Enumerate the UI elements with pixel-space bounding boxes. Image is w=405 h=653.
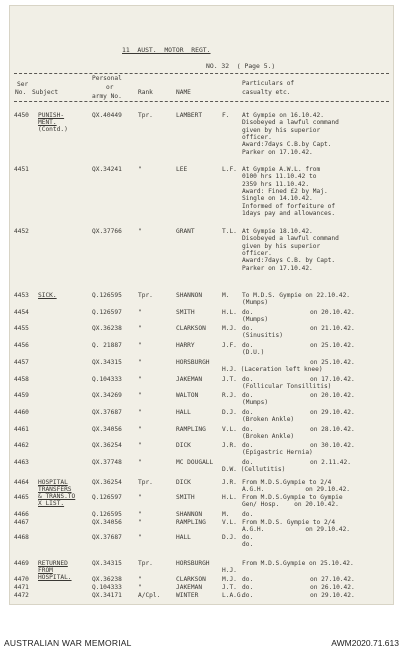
initials: V.L. — [222, 425, 237, 433]
army-no: QX.37687 — [92, 408, 122, 416]
section-transfers-1: HOSPITAL — [38, 479, 68, 486]
diagnosis-note: (Mumps) — [242, 399, 269, 407]
ser-no: 4464 — [14, 479, 29, 486]
col-name: NAME — [176, 89, 191, 96]
army-no: QX.34241 — [92, 166, 122, 173]
section-punishment-line2: MENT. — [38, 119, 57, 126]
ser-no: 4450 — [14, 112, 29, 119]
col-rank: Rank — [138, 89, 153, 96]
particulars-line: At Gympie 18.10.42. — [242, 228, 313, 235]
name: CLARKSON — [176, 325, 206, 333]
name: WALTON — [176, 392, 199, 400]
rank: " — [138, 375, 142, 383]
name: RAMPLING — [176, 425, 206, 433]
particulars-line2: A.G.H. on 29.10.42. — [242, 486, 351, 493]
page-reference: NO. 32 ( Page 5.) — [206, 62, 276, 70]
ser-no: 4466 — [14, 511, 29, 518]
particulars-line: 1days pay and allowances. — [242, 209, 336, 217]
ser-no: 4472 — [14, 592, 29, 599]
rank: " — [138, 325, 142, 333]
army-no: QX.34056 — [92, 519, 122, 526]
footer-accession: AWM2020.71.613 — [331, 638, 399, 648]
initials: T.L. — [222, 228, 237, 235]
army-no: QX.37687 — [92, 534, 122, 541]
army-no: Q.126597 — [92, 494, 122, 501]
ser-no: 4455 — [14, 325, 29, 333]
col-army-no: army No. — [92, 93, 122, 100]
army-no: QX.36254 — [92, 479, 122, 486]
rank: " — [138, 534, 142, 541]
initials: R.J. — [222, 392, 237, 400]
diagnosis-note: (Mumps) — [242, 299, 269, 306]
date: on 27.10.42. — [310, 576, 355, 583]
particulars-line: At Gympie on 16.10.42. — [242, 112, 324, 119]
section-transfers-3: & TRANS.TO — [38, 493, 76, 500]
name: GRANT — [176, 228, 195, 235]
particulars-line: Parker on 17.10.42. — [242, 148, 313, 156]
rank: " — [138, 442, 142, 450]
col-ser: Ser — [17, 81, 29, 88]
rank: " — [138, 166, 142, 173]
initials: H.L. — [222, 494, 237, 501]
name: JAKEMAN — [176, 584, 203, 591]
particulars: From M.D.S.Gympie on 25.10.42. — [242, 560, 354, 567]
particulars-line2: Gen/ Hosp. on 20.10.42. — [242, 501, 339, 508]
name: DICK — [176, 442, 191, 450]
ser-no: 4467 — [14, 519, 29, 526]
army-no: QX.37748 — [92, 459, 122, 466]
col-subject: Subject — [32, 89, 59, 96]
diagnosis-note: (Epigastric Hernia) — [242, 449, 313, 457]
date: on 29.10.42. — [310, 408, 355, 416]
name: MC DOUGALL — [176, 459, 214, 466]
initials: J.R. — [222, 442, 237, 450]
ser-no: 4458 — [14, 375, 29, 383]
particulars: From M.D.S. Gympie to 2/4 — [242, 519, 336, 526]
date: on 20.10.42. — [310, 308, 355, 316]
date: on 30.10.42. — [310, 442, 355, 450]
diagnosis-note: (Broken Ankle) — [242, 415, 295, 423]
rank: " — [138, 519, 142, 526]
particulars-line: Parker on 17.10.42. — [242, 264, 313, 272]
section-returned-2: FROM — [38, 567, 53, 574]
particulars-line: At Gympie A.W.L. from — [242, 166, 321, 173]
rank: " — [138, 584, 142, 591]
ser-no: 4457 — [14, 358, 29, 366]
name: LAMBERT — [176, 112, 203, 119]
army-no: QX.34269 — [92, 392, 122, 400]
col-particulars: Particulars of — [242, 80, 295, 87]
rank: " — [138, 459, 142, 466]
ser-no: 4471 — [14, 584, 29, 591]
rank: " — [138, 228, 142, 235]
col-personal: Personal — [92, 75, 122, 82]
name: SHANNON — [176, 511, 203, 518]
diagnosis-note: H.J. (Laceration left knee) — [222, 365, 323, 373]
date: on 21.10.42. — [310, 325, 355, 333]
ser-no: 4456 — [14, 342, 29, 350]
ser-no: 4463 — [14, 459, 29, 466]
section-punishment: PUNISH- — [38, 112, 65, 119]
particulars-line: Award: Fined £2 by Maj. — [242, 187, 328, 195]
particulars-line: Award:7days C.B.by Capt. — [242, 141, 332, 149]
initials: D.J. — [222, 408, 237, 416]
rank: " — [138, 308, 142, 316]
particulars-line2: A.G.H. on 29.10.42. — [242, 526, 351, 533]
ser-no: 4452 — [14, 228, 29, 235]
ser-no: 4465 — [14, 494, 29, 501]
rank: Tpr. — [138, 560, 153, 567]
ser-no: 4462 — [14, 442, 29, 450]
particulars: do. — [242, 576, 254, 583]
initials: H.J. — [222, 567, 237, 574]
name: HALL — [176, 408, 191, 416]
rank: " — [138, 511, 142, 518]
name: SMITH — [176, 308, 195, 316]
ser-no: 4468 — [14, 534, 29, 541]
particulars-line: Disobeyed a lawful command — [242, 119, 339, 127]
particulars-line: given by his superior — [242, 126, 321, 134]
rank: A/Cpl. — [138, 592, 161, 599]
rank: " — [138, 576, 142, 583]
particulars: do. — [242, 534, 254, 541]
date: on 2.11.42. — [310, 459, 351, 466]
particulars: To M.D.S. Gympie on 22.10.42. — [242, 292, 351, 299]
name: WINTER — [176, 592, 199, 599]
date: on 28.10.42. — [310, 425, 355, 433]
initials: V.L. — [222, 519, 237, 526]
diagnosis-note: (Mumps) — [242, 315, 269, 323]
initials: M. — [222, 511, 230, 518]
particulars-line: Award:7days C.B. by Capt. — [242, 257, 336, 265]
rank: " — [138, 425, 142, 433]
army-no: Q.126595 — [92, 511, 122, 518]
section-returned-1: RETURNED — [38, 560, 68, 567]
particulars: do. — [242, 511, 254, 518]
ser-no: 4461 — [14, 425, 29, 433]
particulars: do. — [242, 325, 254, 333]
particulars: do. — [242, 459, 254, 466]
army-no: Q.126597 — [92, 308, 122, 316]
rank: " — [138, 392, 142, 400]
section-punishment-line3: (Contd.) — [38, 126, 68, 133]
army-no: QX.36238 — [92, 325, 122, 333]
name: HORSBURGH — [176, 560, 210, 567]
particulars-line2: do. — [242, 541, 254, 548]
particulars: From M.D.S.Gympie to Gympie — [242, 494, 343, 501]
ser-no: 4460 — [14, 408, 29, 416]
section-transfers-4: X LIST. — [38, 500, 65, 507]
ser-no: 4454 — [14, 308, 29, 316]
army-no: QX.34315 — [92, 560, 122, 567]
initials: J.F. — [222, 342, 237, 350]
col-or: or — [106, 84, 114, 91]
army-no: Q.126595 — [92, 292, 122, 299]
particulars: do. — [242, 442, 254, 450]
name: HARRY — [176, 342, 195, 350]
rank: " — [138, 494, 142, 501]
ser-no: 4453 — [14, 292, 29, 299]
unit-title: 11 AUST. MOTOR REGT. — [122, 46, 211, 54]
initials: H.L. — [222, 308, 237, 316]
ser-no: 4469 — [14, 560, 29, 567]
header-rule-bottom — [14, 101, 389, 102]
army-no: QX.37766 — [92, 228, 122, 235]
header-rule-top — [14, 73, 389, 74]
diagnosis-note: (Sinusitis) — [242, 332, 283, 340]
army-no: QX.34171 — [92, 592, 122, 599]
col-casualty: casualty etc. — [242, 89, 291, 96]
particulars-line: Single on 14.10.42. — [242, 195, 313, 203]
initials: L.A.G. — [222, 592, 245, 599]
name: HORSBURGH — [176, 358, 210, 366]
particulars-line: officer. — [242, 133, 272, 141]
diagnosis-note: (D.U.) — [242, 349, 265, 357]
particulars-line: Informed of forfeiture of — [242, 202, 336, 210]
footer-bar — [0, 606, 405, 653]
date: on 25.10.42. — [310, 342, 355, 350]
rank: " — [138, 342, 142, 350]
army-no: QX.34056 — [92, 425, 122, 433]
date: on 17.10.42. — [310, 375, 355, 383]
date: on 29.10.42. — [310, 592, 355, 599]
name: RAMPLING — [176, 519, 206, 526]
particulars-line: officer. — [242, 249, 272, 257]
particulars: do. — [242, 392, 254, 400]
date: on 20.10.42. — [310, 392, 355, 400]
diagnosis-note: D.W. (Cellutitis) — [222, 466, 286, 473]
particulars: From M.D.S.Gympie to 2/4 — [242, 479, 332, 486]
document-page — [10, 6, 393, 604]
name: SHANNON — [176, 292, 203, 299]
name: HALL — [176, 534, 191, 541]
initials: M. — [222, 292, 230, 299]
name: SMITH — [176, 494, 195, 501]
army-no: QX.40449 — [92, 112, 122, 119]
date: on 26.10.42. — [310, 584, 355, 591]
particulars: do. — [242, 592, 254, 599]
particulars: do. — [242, 408, 254, 416]
initials: L.F. — [222, 166, 237, 173]
particulars: do. — [242, 584, 254, 591]
rank: Tpr. — [138, 112, 153, 119]
diagnosis-note: (Follicular Tonsillitis) — [242, 382, 332, 390]
name: DICK — [176, 479, 191, 486]
particulars: do. — [242, 375, 254, 383]
initials: M.J. — [222, 576, 237, 583]
section-transfers-2: TRANSFERS — [38, 486, 72, 493]
name: LEE — [176, 166, 188, 173]
initials: J.T. — [222, 375, 237, 383]
name: JAKEMAN — [176, 375, 203, 383]
particulars: do. — [242, 425, 254, 433]
date: on 25.10.42. — [310, 358, 355, 366]
ser-no: 4470 — [14, 576, 29, 583]
army-no: QX.36254 — [92, 442, 122, 450]
initials: F. — [222, 112, 230, 119]
particulars-line: 2359 hrs 11.10.42. — [242, 180, 310, 188]
diagnosis-note: (Broken Ankle) — [242, 432, 295, 440]
initials: M.J. — [222, 325, 237, 333]
rank: " — [138, 358, 142, 366]
army-no: Q.104333 — [92, 584, 122, 591]
particulars: do. — [242, 342, 254, 350]
army-no: Q. 21887 — [92, 342, 122, 350]
army-no: Q.104333 — [92, 375, 122, 383]
particulars-line: 0100 hrs 11.10.42 to — [242, 173, 317, 181]
particulars-line: Disobeyed a lawful command — [242, 235, 339, 243]
initials: J.T. — [222, 584, 237, 591]
name: CLARKSON — [176, 576, 206, 583]
particulars-line: given by his superior — [242, 242, 321, 250]
section-returned-3: HOSPITAL. — [38, 574, 72, 581]
section-sick: SICK. — [38, 292, 57, 299]
army-no: QX.36238 — [92, 576, 122, 583]
rank: Tpr. — [138, 479, 153, 486]
initials: J.R. — [222, 479, 237, 486]
footer-institution: AUSTRALIAN WAR MEMORIAL — [4, 638, 132, 648]
initials: D.J. — [222, 534, 237, 541]
rank: Tpr. — [138, 292, 153, 299]
army-no: QX.34315 — [92, 358, 122, 366]
ser-no: 4459 — [14, 392, 29, 400]
rank: " — [138, 408, 142, 416]
col-no: No. — [15, 89, 27, 96]
ser-no: 4451 — [14, 166, 29, 173]
particulars: do. — [242, 308, 254, 316]
